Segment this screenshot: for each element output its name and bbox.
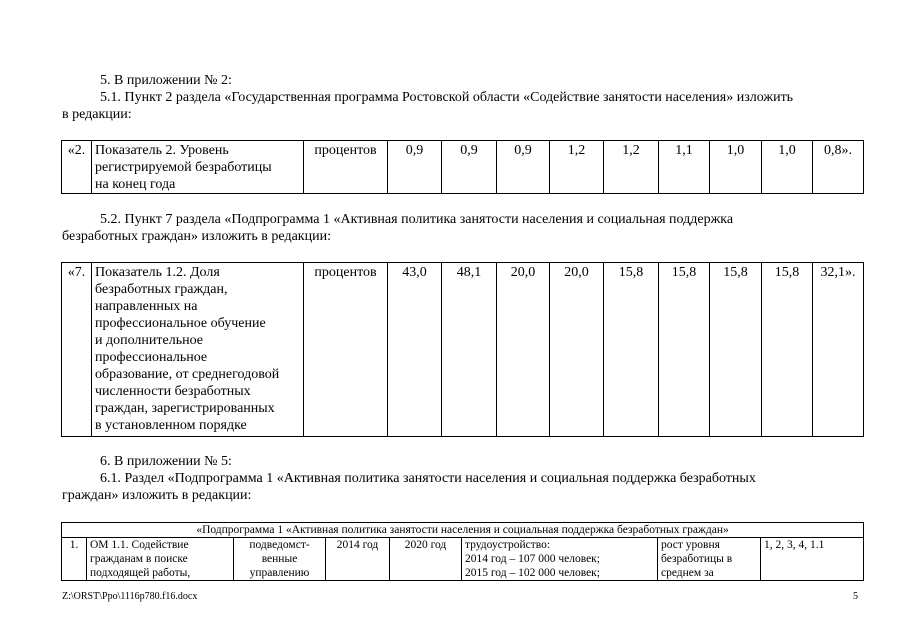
subprogram-title: «Подпрограмма 1 «Активная политика занятости населения и социальная поддержка безработных граждан» <box>62 523 864 538</box>
row-number: «7. <box>62 263 92 437</box>
value-cell: 43,0 <box>388 263 442 437</box>
value-cell: 15,8 <box>710 263 762 437</box>
value-cell: 1,2 <box>550 141 604 194</box>
value-cell: 20,0 <box>550 263 604 437</box>
value-cell: 48,1 <box>442 263 497 437</box>
footer-file-path: Z:\ORST\Ppo\1116p780.f16.docx <box>62 591 198 602</box>
expected-result-cell: трудоустройство: 2014 год – 107 000 человек; 2015 год – 102 000 человек; <box>462 538 658 581</box>
consequence-cell: рост уровня безработицы в среднем за <box>658 538 761 581</box>
table-row <box>62 141 864 194</box>
start-year-cell: 2014 год <box>326 538 390 581</box>
value-cell: 0,9 <box>497 141 550 194</box>
unit-cell: процентов <box>304 141 388 194</box>
row-number: 1. <box>62 538 87 581</box>
value-cell: 1,1 <box>659 141 710 194</box>
value-cell: 15,8 <box>604 263 659 437</box>
end-year-cell: 2020 год <box>390 538 462 581</box>
section6-heading: 6. В приложении № 5: <box>100 454 232 469</box>
value-cell: 32,1». <box>813 263 864 437</box>
indicator-table-2 <box>61 262 864 437</box>
value-cell: 1,0 <box>762 141 813 194</box>
table-row <box>62 263 864 437</box>
value-cell: 0,8». <box>813 141 864 194</box>
value-cell: 15,8 <box>762 263 813 437</box>
section5-paragraph-line1: 5.1. Пункт 2 раздела «Государственная программа Ростовской области «Содействие занятости населения» изложить <box>100 90 794 105</box>
section5-heading: 5. В приложении № 2: <box>100 73 232 88</box>
value-cell: 20,0 <box>497 263 550 437</box>
measure-name: ОМ 1.1. Содействие гражданам в поиске подходящей работы, <box>87 538 234 581</box>
table-row <box>62 538 864 581</box>
section6-paragraph-line2: граждан» изложить в редакции: <box>62 488 252 503</box>
indicator-name: Показатель 2. Уровень регистрируемой безработицы на конец года <box>92 141 304 194</box>
section52-paragraph-line1: 5.2. Пункт 7 раздела «Подпрограмма 1 «Активная политика занятости населения и социальная поддержка <box>100 212 734 227</box>
executor-cell: подведомст- венные управлению <box>234 538 326 581</box>
row-number: «2. <box>62 141 92 194</box>
section5-paragraph-line2: в редакции: <box>62 107 132 122</box>
section52-paragraph-line2: безработных граждан» изложить в редакции: <box>62 229 331 244</box>
indicator-name: Показатель 1.2. Доля безработных граждан, направленных на профессиональное обучение и дополнительное профессиональное образование, от среднегодовой численности безработных граждан, зарегистрированных в установленном порядке <box>92 263 304 437</box>
section6-paragraph-line1: 6.1. Раздел «Подпрограмма 1 «Активная политика занятости населения и социальная поддержка безработных <box>100 471 756 486</box>
value-cell: 15,8 <box>659 263 710 437</box>
indicator-table-1 <box>61 140 864 194</box>
subprogram-table <box>61 522 864 581</box>
unit-cell: процентов <box>304 263 388 437</box>
value-cell: 0,9 <box>388 141 442 194</box>
value-cell: 1,2 <box>604 141 659 194</box>
value-cell: 1,0 <box>710 141 762 194</box>
table-header-row <box>62 523 864 538</box>
page-number: 5 <box>853 591 858 602</box>
value-cell: 0,9 <box>442 141 497 194</box>
indicator-link-cell: 1, 2, 3, 4, 1.1 <box>761 538 864 581</box>
